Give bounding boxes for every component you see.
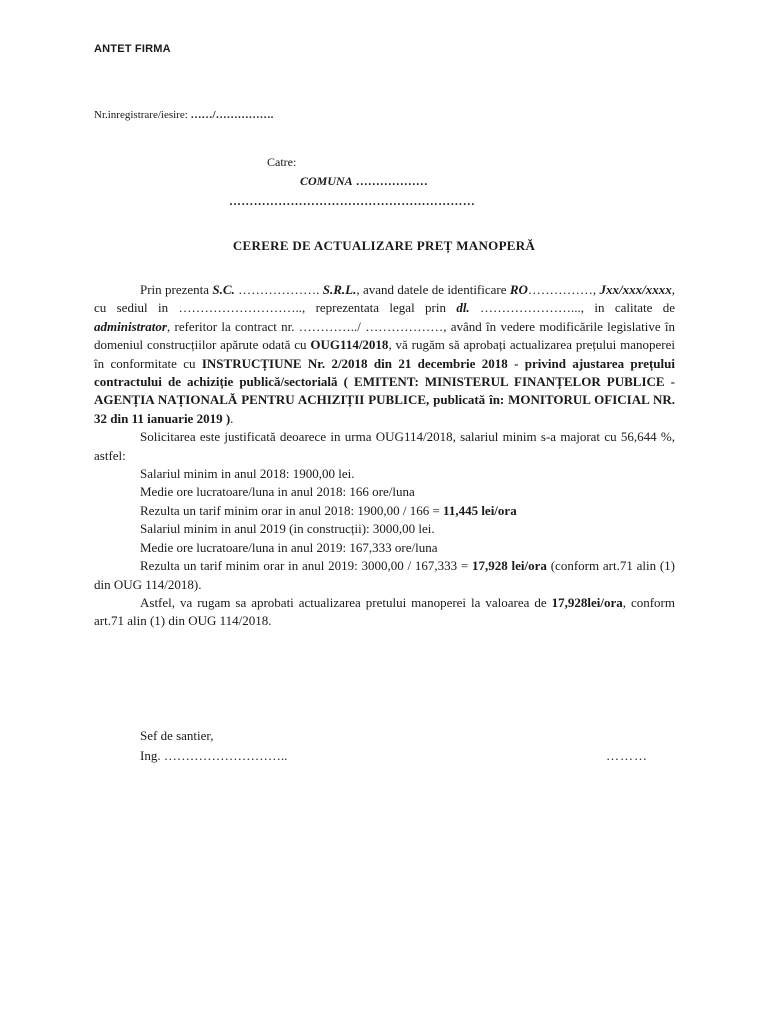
signature-block: [140, 726, 287, 766]
registration-number-line: [94, 109, 273, 121]
line-salary-2019: Salariul minim in anul 2019 (in construcții): 3000,00 lei.: [140, 521, 435, 537]
letterhead-placeholder: ANTET FIRMA: [94, 43, 171, 55]
line-hours-2019: Medie ore lucratoare/luna in anul 2019: 167,333 ore/luna: [140, 539, 438, 555]
line-salary-2018: Salariul minim in anul 2018: 1900,00 lei.: [140, 466, 355, 482]
line-rate-2019: Rezulta un tarif minim orar in anul 2019: 3000,00 / 167,333 = 17,928 lei/ora (conform art.71 alin (1) din OUG 114/2018).: [94, 558, 676, 592]
signature-dots-right: ………: [606, 748, 648, 763]
comuna-label: COMUNA: [300, 174, 353, 188]
paragraph-conclusion: Astfel, va rugam sa aprobati actualizarea pretului manoperei la valoarea de 17,928lei/ora, conform art.71 alin (1) din OUG 114/2018.: [94, 594, 675, 629]
document-body: [94, 281, 675, 631]
registration-value: ……/…………….: [190, 109, 274, 121]
line-rate-2018: Rezulta un tarif minim orar in anul 2018: 1900,00 / 166 = 11,445 lei/ora: [140, 502, 517, 518]
paragraph-request: Prin prezenta S.C. ………………. S.R.L., avand datele de identificare RO……………, Jxx/xxx/xxxx, cu sediul in ……………………….., reprezentata legal prin dl. …………………..., in calitate de administrator, referitor la contract nr. …………../ ………………, având în vedere modificările legislative în domeniul construcțiilor apărute odată cu OUG114/2018, vă rugăm să aprobați actualizarea prețului manoperei în conformitate cu INSTRUCȚIUNE Nr. 2/2018 din 21 decembrie 2018 - privind ajustarea prețului contractului de achiziție publică/sectorială ( EMITENT: MINISTERUL FINANȚELOR PUBLICE - AGENȚIA NAȚIONALĂ PENTRU ACHIZIȚII PUBLICE, publicată în: MONITORUL OFICIAL NR. 32 din 11 ianuarie 2019 ).: [94, 282, 676, 426]
recipient-dot-line: ……………………………………………………: [229, 194, 475, 208]
paragraph-justification: Solicitarea este justificată deoarece in urma OUG114/2018, salariul minim s-a majorat cu 56,644 %, astfel:: [94, 429, 675, 463]
signature-role: Sef de santier,: [140, 728, 214, 743]
document-title: CERERE DE ACTUALIZARE PREȚ MANOPERĂ: [232, 238, 536, 253]
recipient-comuna: [300, 174, 428, 189]
comuna-dots: ………………: [355, 174, 428, 188]
recipient-label: Catre:: [267, 155, 297, 169]
line-hours-2018: Medie ore lucratoare/luna in anul 2018: 166 ore/luna: [140, 484, 415, 500]
registration-label: Nr.inregistrare/iesire:: [94, 109, 188, 121]
signature-name: Ing. ………………………..: [140, 748, 288, 763]
